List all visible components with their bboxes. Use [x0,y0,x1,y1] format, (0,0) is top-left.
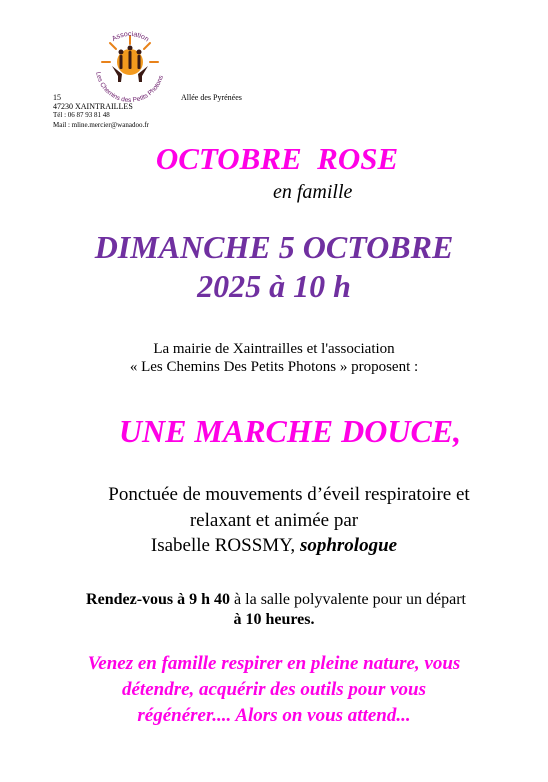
email-address: Mail : mline.mercier@wanadoo.fr [53,121,149,129]
rendezvous-place: à la salle polyvalente pour un départ [230,591,466,608]
event-title: OCTOBRE ROSE [155,141,399,176]
animator-name: Isabelle ROSSMY, [150,535,300,556]
phone-number: Tél : 06 87 93 81 48 [53,111,110,119]
logo-text-top: Association [110,30,150,44]
event-year-time: 2025 à 10 h [197,268,351,304]
rendezvous-time: Rendez-vous à 9 h 40 [86,591,231,608]
association-logo [88,22,172,106]
closing-line-2: détendre, acquérir des outils pour vous [121,679,427,700]
activity-headline: UNE MARCHE DOUCE, [118,413,462,449]
description-line-2: relaxant et animée par [189,510,359,531]
event-date: DIMANCHE 5 OCTOBRE [94,229,454,265]
rendezvous-line-1 [0,591,548,609]
intro-line-2: « Les Chemins Des Petits Photons » proposent : [129,359,419,375]
closing-line-1: Venez en famille respirer en pleine nature, vous [87,653,461,674]
logo-text-bottom: Les Chemins des Petits Photons [94,71,165,105]
closing-line-3: régénérer.... Alors on vous attend... [137,705,411,726]
street-name: Allée des Pyrénées [181,93,242,102]
street-number: 15 [53,93,61,102]
city-postcode: 47230 XAINTRAILLES [53,102,133,111]
intro-line-1: La mairie de Xaintrailles et l'association [153,341,395,357]
description-line-3 [0,535,548,557]
animator-role: sophrologue [299,535,398,556]
event-subtitle: en famille [273,181,353,203]
departure-time: à 10 heures. [233,611,315,628]
description-line-1: Ponctuée de mouvements d’éveil respiratoire et [108,484,470,505]
